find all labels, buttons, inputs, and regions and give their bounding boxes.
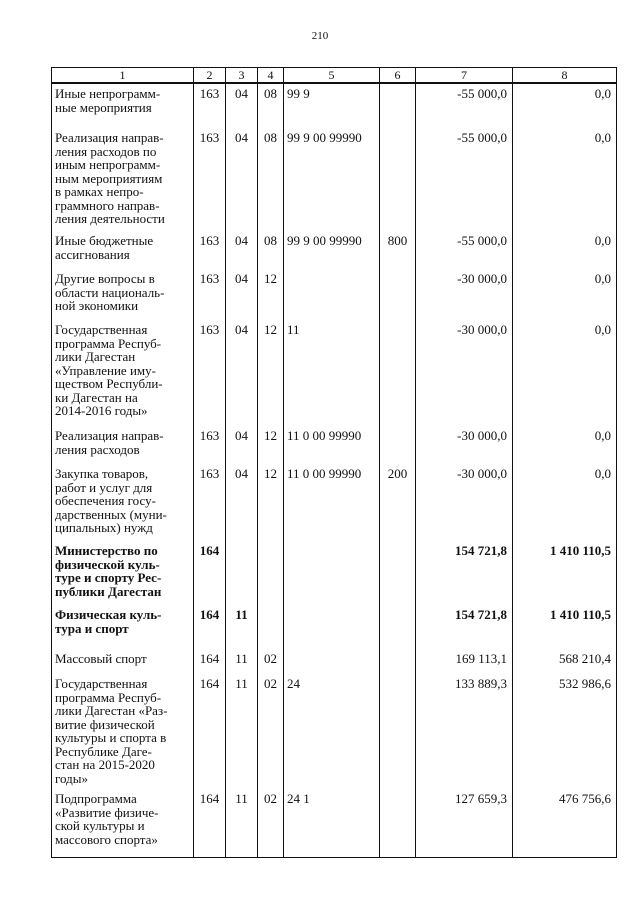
header-col-3: 3	[226, 68, 258, 84]
row-name-cell: Подпрограмма «Развитие физиче- ской культуры и массового спорта»	[52, 789, 194, 857]
row-col-8-cell: 1 410 110,5	[513, 605, 617, 649]
row-col-5-cell: 11 0 00 99990	[284, 426, 380, 464]
row-col-3-cell: 04	[226, 320, 258, 426]
table-row	[52, 649, 617, 674]
row-col-5-cell	[284, 649, 380, 674]
row-col-8-cell: 0,0	[513, 231, 617, 269]
row-col-2-cell: 164	[194, 649, 226, 674]
row-col-7-cell: 133 889,3	[416, 674, 513, 789]
row-col-2-cell: 163	[194, 426, 226, 464]
row-col-2-cell: 164	[194, 674, 226, 789]
row-col-5-cell: 24 1	[284, 789, 380, 857]
row-col-3-cell: 04	[226, 426, 258, 464]
row-col-3-cell: 11	[226, 649, 258, 674]
row-col-4-cell	[258, 541, 284, 605]
row-name-cell: Государственная программа Респуб- лики Дагестан «Раз- витие физической культуры и спорта в Республике Даге- стан на 2015-2020 годы»	[52, 674, 194, 789]
row-col-4-cell	[258, 605, 284, 649]
row-col-4-cell: 12	[258, 464, 284, 541]
row-col-8-cell: 476 756,6	[513, 789, 617, 857]
row-col-3-cell	[226, 541, 258, 605]
row-name-cell: Физическая куль- тура и спорт	[52, 605, 194, 649]
row-name-cell: Реализация направ- ления расходов по иным непрограмм- ным мероприятиям в рамках непро- граммного направ- ления деятельности	[52, 128, 194, 231]
table-row	[52, 674, 617, 789]
row-col-3-cell: 04	[226, 231, 258, 269]
row-col-5-cell: 99 9 00 99990	[284, 231, 380, 269]
row-col-2-cell: 164	[194, 789, 226, 857]
table-row	[52, 426, 617, 464]
row-col-5-cell: 24	[284, 674, 380, 789]
table-row	[52, 789, 617, 857]
row-col-4-cell: 08	[258, 231, 284, 269]
row-col-4-cell: 08	[258, 128, 284, 231]
row-col-6-cell	[380, 426, 416, 464]
row-name-cell: Другие вопросы в области националь- ной экономики	[52, 269, 194, 320]
row-col-8-cell: 0,0	[513, 320, 617, 426]
header-col-7: 7	[416, 68, 513, 84]
row-col-8-cell: 0,0	[513, 269, 617, 320]
header-col-2: 2	[194, 68, 226, 84]
row-col-3-cell: 11	[226, 605, 258, 649]
row-col-7-cell: 154 721,8	[416, 541, 513, 605]
row-col-2-cell: 163	[194, 128, 226, 231]
header-col-8: 8	[513, 68, 617, 84]
row-col-8-cell: 0,0	[513, 426, 617, 464]
row-col-5-cell: 99 9	[284, 83, 380, 128]
row-col-7-cell: 127 659,3	[416, 789, 513, 857]
header-col-1: 1	[52, 68, 194, 84]
row-col-6-cell	[380, 83, 416, 128]
row-col-2-cell: 163	[194, 464, 226, 541]
row-col-3-cell: 04	[226, 464, 258, 541]
row-col-2-cell: 163	[194, 83, 226, 128]
row-col-6-cell	[380, 269, 416, 320]
row-col-7-cell: -30 000,0	[416, 464, 513, 541]
row-col-6-cell: 200	[380, 464, 416, 541]
page-number: 210	[311, 30, 329, 42]
row-col-4-cell: 08	[258, 83, 284, 128]
row-name-cell: Иные бюджетные ассигнования	[52, 231, 194, 269]
row-col-6-cell: 800	[380, 231, 416, 269]
table-header-row	[52, 68, 617, 84]
row-col-7-cell: -30 000,0	[416, 320, 513, 426]
row-col-8-cell: 0,0	[513, 83, 617, 128]
row-col-5-cell	[284, 269, 380, 320]
row-col-8-cell: 1 410 110,5	[513, 541, 617, 605]
row-col-4-cell: 02	[258, 674, 284, 789]
row-col-6-cell	[380, 789, 416, 857]
table-row	[52, 83, 617, 128]
row-name-cell: Массовый спорт	[52, 649, 194, 674]
row-col-8-cell: 0,0	[513, 128, 617, 231]
row-name-cell: Министерство по физической куль- туре и спорту Рес- публики Дагестан	[52, 541, 194, 605]
row-name-cell: Иные непрограмм- ные мероприятия	[52, 83, 194, 128]
row-col-8-cell: 532 986,6	[513, 674, 617, 789]
row-col-6-cell	[380, 674, 416, 789]
row-col-2-cell: 163	[194, 269, 226, 320]
row-col-5-cell: 11 0 00 99990	[284, 464, 380, 541]
row-col-2-cell: 164	[194, 605, 226, 649]
row-col-7-cell: -55 000,0	[416, 128, 513, 231]
row-col-8-cell: 0,0	[513, 464, 617, 541]
row-col-2-cell: 164	[194, 541, 226, 605]
row-col-2-cell: 163	[194, 231, 226, 269]
table-row	[52, 231, 617, 269]
row-col-7-cell: -55 000,0	[416, 231, 513, 269]
row-col-6-cell	[380, 541, 416, 605]
row-col-6-cell	[380, 649, 416, 674]
row-col-5-cell: 11	[284, 320, 380, 426]
row-col-7-cell: 169 113,1	[416, 649, 513, 674]
row-col-5-cell	[284, 541, 380, 605]
budget-table	[51, 67, 617, 858]
row-col-6-cell	[380, 128, 416, 231]
row-col-3-cell: 04	[226, 83, 258, 128]
row-col-4-cell: 12	[258, 320, 284, 426]
row-col-7-cell: -30 000,0	[416, 269, 513, 320]
row-name-cell: Реализация направ- ления расходов	[52, 426, 194, 464]
row-col-5-cell: 99 9 00 99990	[284, 128, 380, 231]
row-col-3-cell: 11	[226, 674, 258, 789]
table-row	[52, 269, 617, 320]
row-col-5-cell	[284, 605, 380, 649]
row-col-4-cell: 12	[258, 426, 284, 464]
table-row	[52, 605, 617, 649]
row-name-cell: Закупка товаров, работ и услуг для обеспечения госу- дарственных (муни- ципальных) нужд	[52, 464, 194, 541]
row-col-6-cell	[380, 320, 416, 426]
row-col-8-cell: 568 210,4	[513, 649, 617, 674]
row-col-7-cell: -55 000,0	[416, 83, 513, 128]
header-col-4: 4	[258, 68, 284, 84]
header-col-5: 5	[284, 68, 380, 84]
row-col-3-cell: 04	[226, 269, 258, 320]
row-col-4-cell: 02	[258, 789, 284, 857]
header-col-6: 6	[380, 68, 416, 84]
table-body	[52, 83, 617, 857]
table-row	[52, 541, 617, 605]
row-col-4-cell: 12	[258, 269, 284, 320]
row-col-7-cell: -30 000,0	[416, 426, 513, 464]
row-col-3-cell: 04	[226, 128, 258, 231]
table-row	[52, 464, 617, 541]
row-col-4-cell: 02	[258, 649, 284, 674]
table-row	[52, 320, 617, 426]
table-row	[52, 128, 617, 231]
row-col-2-cell: 163	[194, 320, 226, 426]
row-name-cell: Государственная программа Респуб- лики Дагестан «Управление иму- ществом Республи- ки Дагестан на 2014-2016 годы»	[52, 320, 194, 426]
row-col-6-cell	[380, 605, 416, 649]
row-col-3-cell: 11	[226, 789, 258, 857]
row-col-7-cell: 154 721,8	[416, 605, 513, 649]
